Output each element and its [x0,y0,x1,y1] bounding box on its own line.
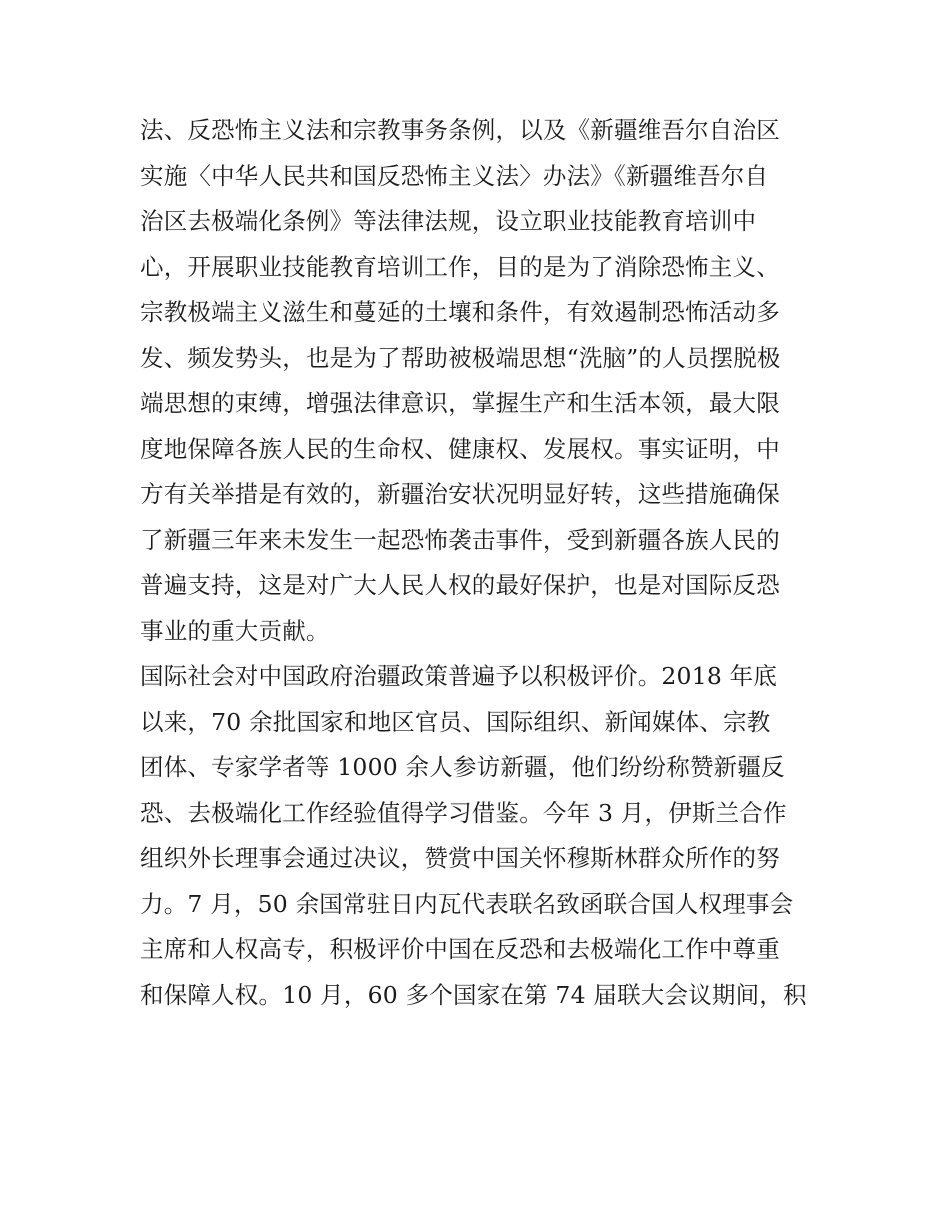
text-line: 发、频发势头，也是为了帮助被极端思想“洗脑”的人员摆脱极 [140,343,781,372]
text-line: 宗教极端主义滋生和蔓延的土壤和条件，有效遏制恐怖活动多 [140,298,780,326]
text-line: 组织外长理事会通过决议，赞赏中国关怀穆斯林群众所作的努 [140,844,780,872]
text-line: 普遍支持，这是对广大人民人权的最好保护，也是对国际反恐 [140,571,780,599]
text-line: 方有关举措是有效的，新疆治安状况明显好转，这些措施确保 [140,480,780,508]
text-line: 实施〈中华人民共和国反恐怖主义法〉办法》《新疆维吾尔自 [140,161,769,190]
text-line: 和保障人权。10 月，60 多个国家在第 74 届联大会议期间，积 [140,980,807,1009]
text-line: 以来，70 余批国家和地区官员、国际组织、新闻媒体、宗教 [140,707,771,736]
text-line: 国际社会对中国政府治疆政策普遍予以积极评价。2018 年底 [140,662,778,690]
text-line: 事业的重大贡献。 [140,616,330,645]
text-line: 力。7 月，50 余国常驻日内瓦代表联名致函联合国人权理事会 [140,889,794,918]
text-line: 端思想的束缚，增强法律意识，掌握生产和生活本领，最大限 [140,389,780,417]
text-line: 团体、专家学者等 1000 余人参访新疆，他们纷纷称赞新疆反 [140,753,785,781]
text-line: 了新疆三年来未发生一起恐怖袭击事件，受到新疆各族人民的 [140,525,780,554]
text-line: 法、反恐怖主义法和宗教事务条例，以及《新疆维吾尔自治区 [140,116,780,144]
text-line: 恐、去极端化工作经验值得学习借鉴。今年 3 月，伊斯兰合作 [140,798,787,827]
body-text [140,108,820,1018]
text-line: 治区去极端化条例》等法律法规，设立职业技能教育培训中 [140,207,757,235]
text-line: 心，开展职业技能教育培训工作，目的是为了消除恐怖主义、 [140,252,780,281]
text-line: 主席和人权高专，积极评价中国在反恐和去极端化工作中尊重 [140,935,780,963]
text-line: 度地保障各族人民的生命权、健康权、发展权。事实证明，中 [140,434,780,463]
